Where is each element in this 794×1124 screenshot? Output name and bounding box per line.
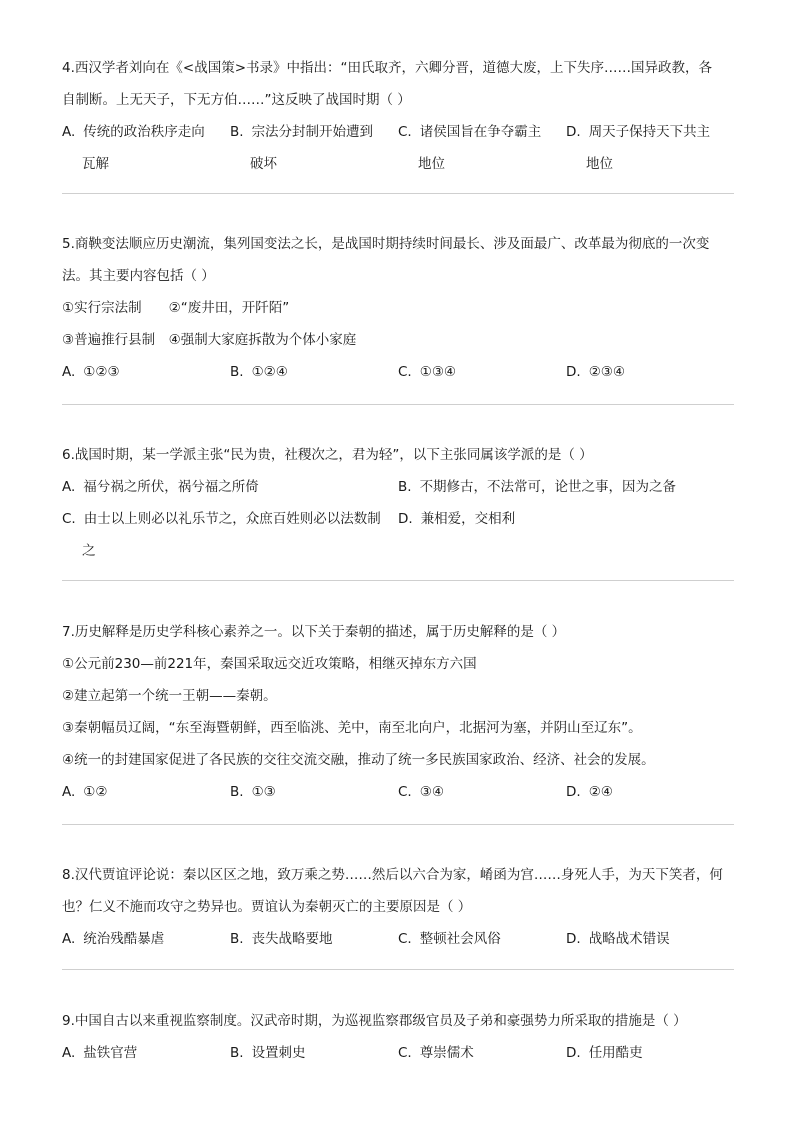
option-letter: D.: [566, 784, 581, 800]
option-letter: C.: [398, 124, 412, 140]
option-text: 设置刺史: [251, 1045, 306, 1061]
option-letter: C.: [398, 931, 412, 947]
statement-item: ②建立起第一个统一王朝——秦朝。: [62, 688, 277, 704]
option-b[interactable]: [230, 116, 390, 180]
statement-item: ③秦朝幅员辽阔，“东至海暨朝鲜，西至临洮、羌中，南至北向户，北据河为塞，并阴山至辽东”。: [62, 720, 642, 736]
option-text: 兼相爱，交相利: [420, 511, 516, 527]
option-c[interactable]: [398, 923, 558, 955]
option-c[interactable]: [398, 1037, 558, 1069]
option-text: 任用酷吏: [588, 1045, 643, 1061]
option-letter: C.: [398, 784, 412, 800]
option-letter: A.: [62, 124, 76, 140]
statement-item: ①公元前230—前221年，秦国采取远交近攻策略，相继灭掉东方六国: [62, 656, 477, 672]
option-b[interactable]: [230, 356, 390, 388]
question-stem-line: 法。其主要内容包括（ ）: [62, 268, 215, 284]
option-text: ①②④: [251, 364, 288, 380]
option-letter: A.: [62, 1045, 76, 1061]
option-letter: C.: [398, 364, 412, 380]
option-c[interactable]: [398, 116, 558, 180]
option-letter: C.: [62, 511, 76, 527]
option-text: ①③: [251, 784, 276, 800]
option-text: 传统的政治秩序走向: [83, 124, 205, 140]
options-row: [62, 356, 734, 388]
option-text-continuation: 地位: [586, 156, 613, 172]
option-text: 统治残酷暴虐: [83, 931, 165, 947]
question-divider: [62, 580, 734, 581]
option-text: ①③④: [419, 364, 457, 380]
option-letter: B.: [230, 784, 244, 800]
option-b[interactable]: [230, 1037, 390, 1069]
option-letter: A.: [62, 931, 76, 947]
options-row: [62, 471, 734, 503]
question-divider: [62, 969, 734, 970]
option-letter: B.: [230, 1045, 244, 1061]
option-letter: A.: [62, 364, 76, 380]
options-row: [62, 116, 734, 180]
option-b[interactable]: [398, 471, 676, 503]
option-letter: A.: [62, 784, 76, 800]
statement-item: ③普遍推行县制 ④强制大家庭拆散为个体小家庭: [62, 332, 357, 348]
options-row: [62, 1037, 734, 1069]
option-d[interactable]: [566, 1037, 726, 1069]
options-row: [62, 776, 734, 808]
option-text: ②④: [588, 784, 613, 800]
option-letter: D.: [566, 124, 581, 140]
option-letter: C.: [398, 1045, 412, 1061]
option-letter: D.: [566, 364, 581, 380]
option-text: ②③④: [588, 364, 625, 380]
options-row: [62, 503, 734, 567]
option-c[interactable]: [398, 356, 558, 388]
option-a[interactable]: [62, 471, 259, 503]
option-b[interactable]: [230, 776, 390, 808]
option-a[interactable]: [62, 1037, 222, 1069]
option-text-continuation: 地位: [418, 156, 445, 172]
option-d[interactable]: [566, 923, 726, 955]
question-stem-line: 5.商鞅变法顺应历史潮流，集列国变法之长，是战国时期持续时间最长、涉及面最广、改革最为彻底的一次变: [62, 236, 710, 252]
option-d[interactable]: [566, 776, 726, 808]
option-letter: D.: [566, 1045, 581, 1061]
option-letter: B.: [230, 931, 244, 947]
option-d[interactable]: [566, 356, 726, 388]
option-text: ①②③: [83, 364, 120, 380]
question-6: [62, 439, 734, 567]
option-a[interactable]: [62, 923, 222, 955]
question-divider: [62, 404, 734, 405]
option-text: 尊崇儒术: [419, 1045, 474, 1061]
option-text-continuation: 破坏: [250, 156, 277, 172]
option-c[interactable]: [62, 503, 381, 567]
question-stem-line: 9.中国自古以来重视监察制度。汉武帝时期，为巡视监察郡级官员及子弟和豪强势力所采取的措施是（ ）: [62, 1013, 687, 1029]
question-8: [62, 859, 734, 955]
question-stem-line: 也？仁义不施而攻守之势异也。贾谊认为秦朝灭亡的主要原因是（ ）: [62, 899, 472, 915]
option-text-continuation: 瓦解: [82, 156, 109, 172]
option-letter: D.: [566, 931, 581, 947]
option-text: ③④: [419, 784, 444, 800]
question-stem-line: 6.战国时期，某一学派主张“民为贵，社稷次之，君为轻”，以下主张同属该学派的是（ ）: [62, 447, 593, 463]
option-text-continuation: 之: [82, 543, 96, 559]
option-text: 福兮祸之所伏，祸兮福之所倚: [83, 479, 259, 495]
question-stem-line: 8.汉代贾谊评论说：秦以区区之地，致万乘之势……然后以六合为家，崤函为宫……身死人手，为天下笑者，何: [62, 867, 723, 883]
option-letter: B.: [230, 364, 244, 380]
option-text: 由士以上则必以礼乐节之，众庶百姓则必以法数制: [83, 511, 381, 527]
option-letter: B.: [230, 124, 244, 140]
option-c[interactable]: [398, 776, 558, 808]
question-4: [62, 52, 734, 180]
options-row: [62, 923, 734, 955]
option-text: 宗法分封制开始遭到: [251, 124, 374, 140]
option-b[interactable]: [230, 923, 390, 955]
option-text: ①②: [83, 784, 108, 800]
option-d[interactable]: [566, 116, 726, 180]
statement-item: ④统一的封建国家促进了各民族的交往交流交融，推动了统一多民族国家政治、经济、社会的发展。: [62, 752, 655, 768]
option-text: 诸侯国旨在争夺霸主: [419, 124, 542, 140]
question-divider: [62, 824, 734, 825]
question-7: [62, 616, 734, 808]
option-d[interactable]: [398, 503, 515, 535]
option-letter: B.: [398, 479, 412, 495]
option-text: 盐铁官营: [83, 1045, 138, 1061]
question-5: [62, 228, 734, 388]
question-divider: [62, 193, 734, 194]
option-text: 不期修古，不法常可，论世之事，因为之备: [419, 479, 677, 495]
option-text: 战略战术错误: [588, 931, 670, 947]
option-letter: D.: [398, 511, 413, 527]
option-a[interactable]: [62, 116, 222, 180]
option-text: 丧失战略要地: [251, 931, 333, 947]
option-letter: A.: [62, 479, 76, 495]
question-stem-line: 7.历史解释是历史学科核心素养之一。以下关于秦朝的描述，属于历史解释的是（ ）: [62, 624, 566, 640]
option-text: 整顿社会风俗: [419, 931, 501, 947]
question-stem-line: 4.西汉学者刘向在《<战国策>书录》中指出：“田氏取齐，六卿分晋，道德大废，上下失序……国异政教，各: [62, 60, 712, 76]
option-a[interactable]: [62, 356, 222, 388]
question-9: [62, 1005, 734, 1069]
statement-item: ①实行宗法制 ②“废井田，开阡陌”: [62, 300, 290, 316]
question-stem-line: 自制断。上无天子，下无方伯……”这反映了战国时期（ ）: [62, 92, 411, 108]
option-a[interactable]: [62, 776, 222, 808]
option-text: 周天子保持天下共主: [588, 124, 711, 140]
